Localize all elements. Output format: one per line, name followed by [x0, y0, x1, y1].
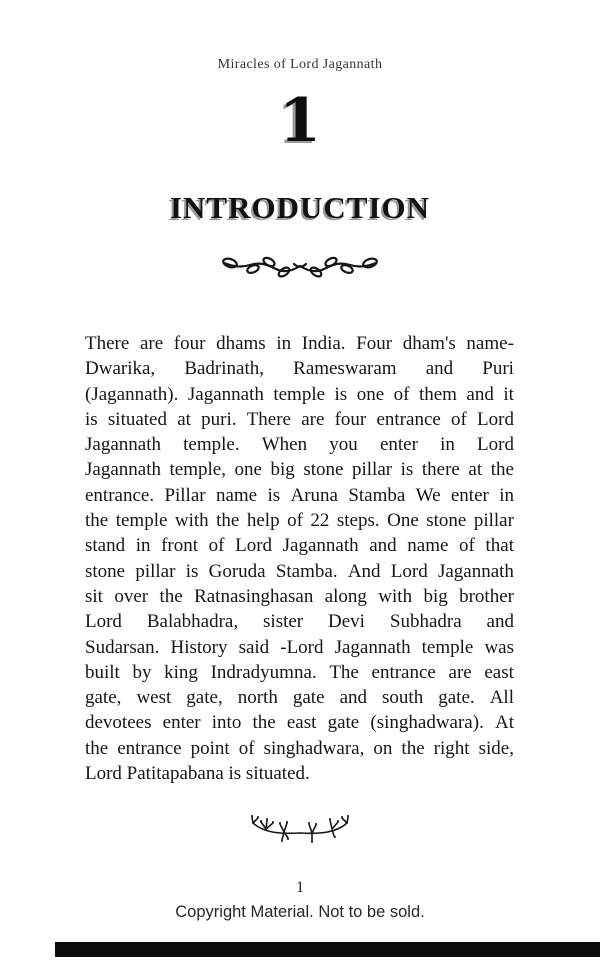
body-line: There are four dhams in India. Four dham's name-	[85, 333, 514, 354]
body-line: Jagannath temple, one big stone pillar is there at the	[85, 459, 514, 481]
body-line: devotees enter into the east gate (singhadwara). At	[85, 712, 514, 734]
body-line: is situated at puri. There are four entrance of Lord	[85, 408, 514, 430]
body-line: Jagannath temple. When you enter in Lord	[85, 434, 514, 456]
body-line: stand in front of Lord Jagannath and name of that	[85, 535, 514, 557]
page-number: 1	[296, 879, 304, 896]
body-line: gate, west gate, north gate and south gate. All	[85, 687, 514, 709]
body-line: Sudarsan. History said -Lord Jagannath temple was	[85, 636, 514, 658]
vine-flourish-icon	[220, 254, 380, 280]
body-line: Lord Balabhadra, sister Devi Subhadra and	[85, 611, 514, 633]
chapter-number: 1	[279, 86, 321, 156]
body-line: Lord Patitapabana is situated.	[85, 763, 310, 785]
body-line: the temple with the help of 22 steps. One stone pillar	[85, 510, 514, 532]
branch-flourish-icon	[250, 813, 350, 843]
body-line: entrance. Pillar name is Aruna Stamba We enter in	[85, 484, 514, 506]
body-line: (Jagannath). Jagannath temple is one of them and it	[85, 383, 514, 405]
body-line: Dwarika, Badrinath, Rameswaram and Puri	[85, 358, 514, 380]
running-header: Miracles of Lord Jagannath	[217, 57, 383, 72]
body-line: built by king Indradyumna. The entrance are east	[85, 661, 514, 683]
bottom-divider-ornament	[0, 813, 600, 848]
scan-artifact-bar	[55, 942, 600, 957]
copyright-notice: Copyright Material. Not to be sold.	[175, 903, 425, 921]
body-line: the entrance point of singhadwara, on the right side,	[85, 737, 514, 759]
top-divider-ornament	[0, 254, 600, 285]
body-paragraph	[85, 331, 514, 786]
chapter-title: INTRODUCTION	[169, 190, 431, 225]
body-line: stone pillar is Goruda Stamba. And Lord Jagannath	[85, 560, 514, 582]
body-line: sit over the Ratnasinghasan along with big brother	[85, 585, 514, 607]
